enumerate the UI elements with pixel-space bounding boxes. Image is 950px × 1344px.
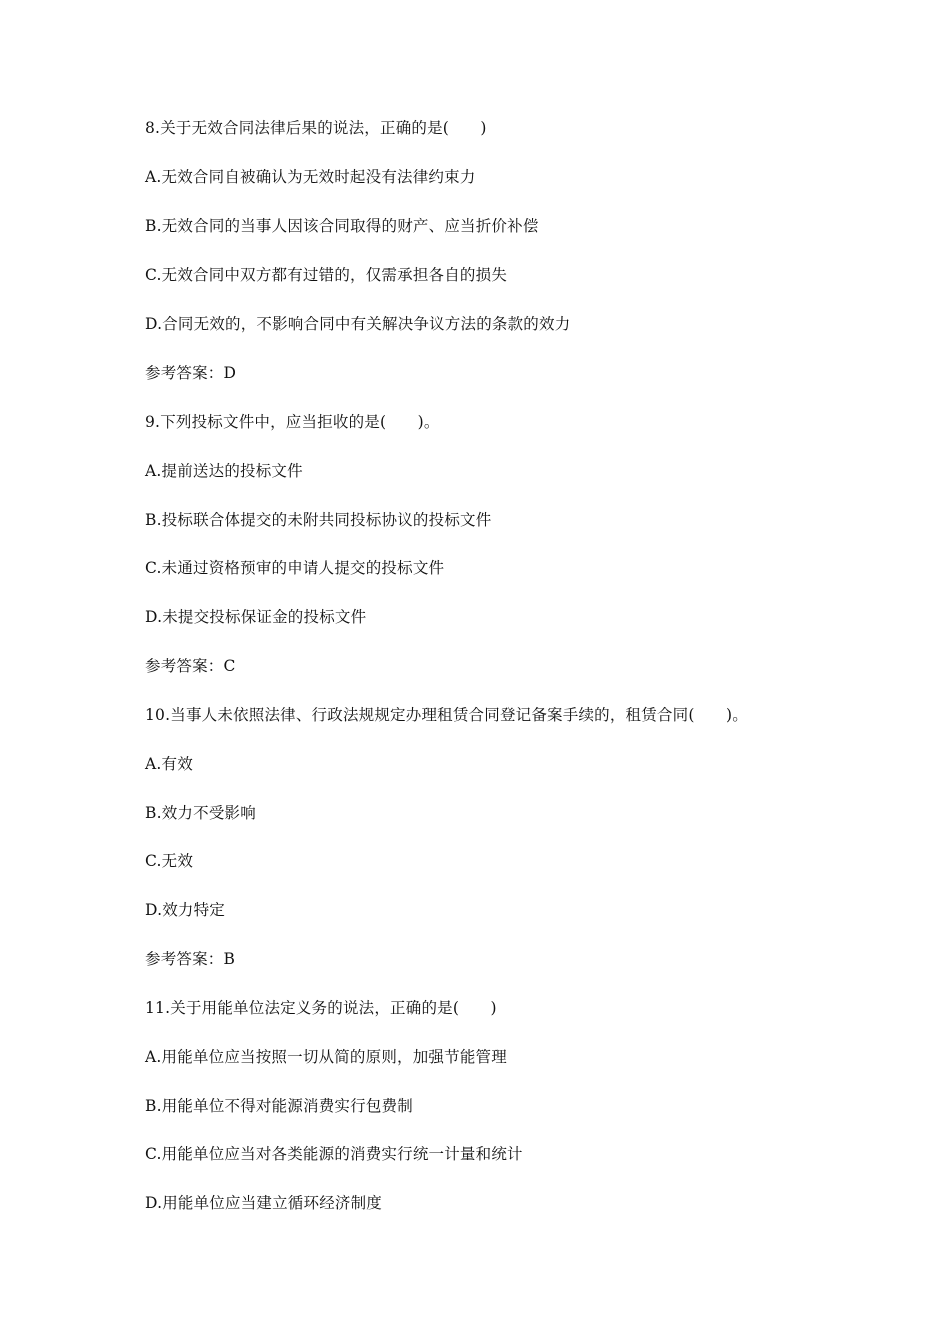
question-9-option-d: D.未提交投标保证金的投标文件: [145, 608, 367, 626]
question-11-option-d: D.用能单位应当建立循环经济制度: [145, 1194, 383, 1212]
question-8-option-a: A.无效合同自被确认为无效时起没有法律约束力: [145, 168, 476, 186]
question-11-option-c: C.用能单位应当对各类能源的消费实行统一计量和统计: [145, 1145, 523, 1163]
question-10-option-d: D.效力特定: [145, 901, 226, 919]
question-10-option-c: C.无效: [145, 852, 194, 870]
question-9-answer: 参考答案：C: [145, 657, 236, 675]
question-11-option-a: A.用能单位应当按照一切从简的原则，加强节能管理: [145, 1048, 507, 1066]
question-11-option-b: B.用能单位不得对能源消费实行包费制: [145, 1097, 413, 1115]
question-8-stem: 8.关于无效合同法律后果的说法，正确的是( ): [145, 119, 487, 137]
question-10-answer: 参考答案：B: [145, 950, 236, 968]
question-9-option-a: A.提前送达的投标文件: [145, 462, 303, 480]
question-9-option-b: B.投标联合体提交的未附共同投标协议的投标文件: [145, 511, 492, 529]
question-8-answer: 参考答案：D: [145, 364, 237, 382]
question-9-option-c: C.未通过资格预审的申请人提交的投标文件: [145, 559, 445, 577]
question-8-option-d: D.合同无效的，不影响合同中有关解决争议方法的条款的效力: [145, 315, 571, 333]
question-11-stem: 11.关于用能单位法定义务的说法，正确的是( ): [145, 999, 497, 1017]
question-9-stem: 9.下列投标文件中，应当拒收的是( )。: [145, 413, 440, 431]
question-10-option-a: A.有效: [145, 755, 193, 773]
question-10-stem: 10.当事人未依照法律、行政法规规定办理租赁合同登记备案手续的，租赁合同( )。: [145, 706, 748, 724]
question-8-option-c: C.无效合同中双方都有过错的，仅需承担各自的损失: [145, 266, 508, 284]
question-8-option-b: B.无效合同的当事人因该合同取得的财产、应当折价补偿: [145, 217, 539, 235]
question-10-option-b: B.效力不受影响: [145, 804, 256, 822]
